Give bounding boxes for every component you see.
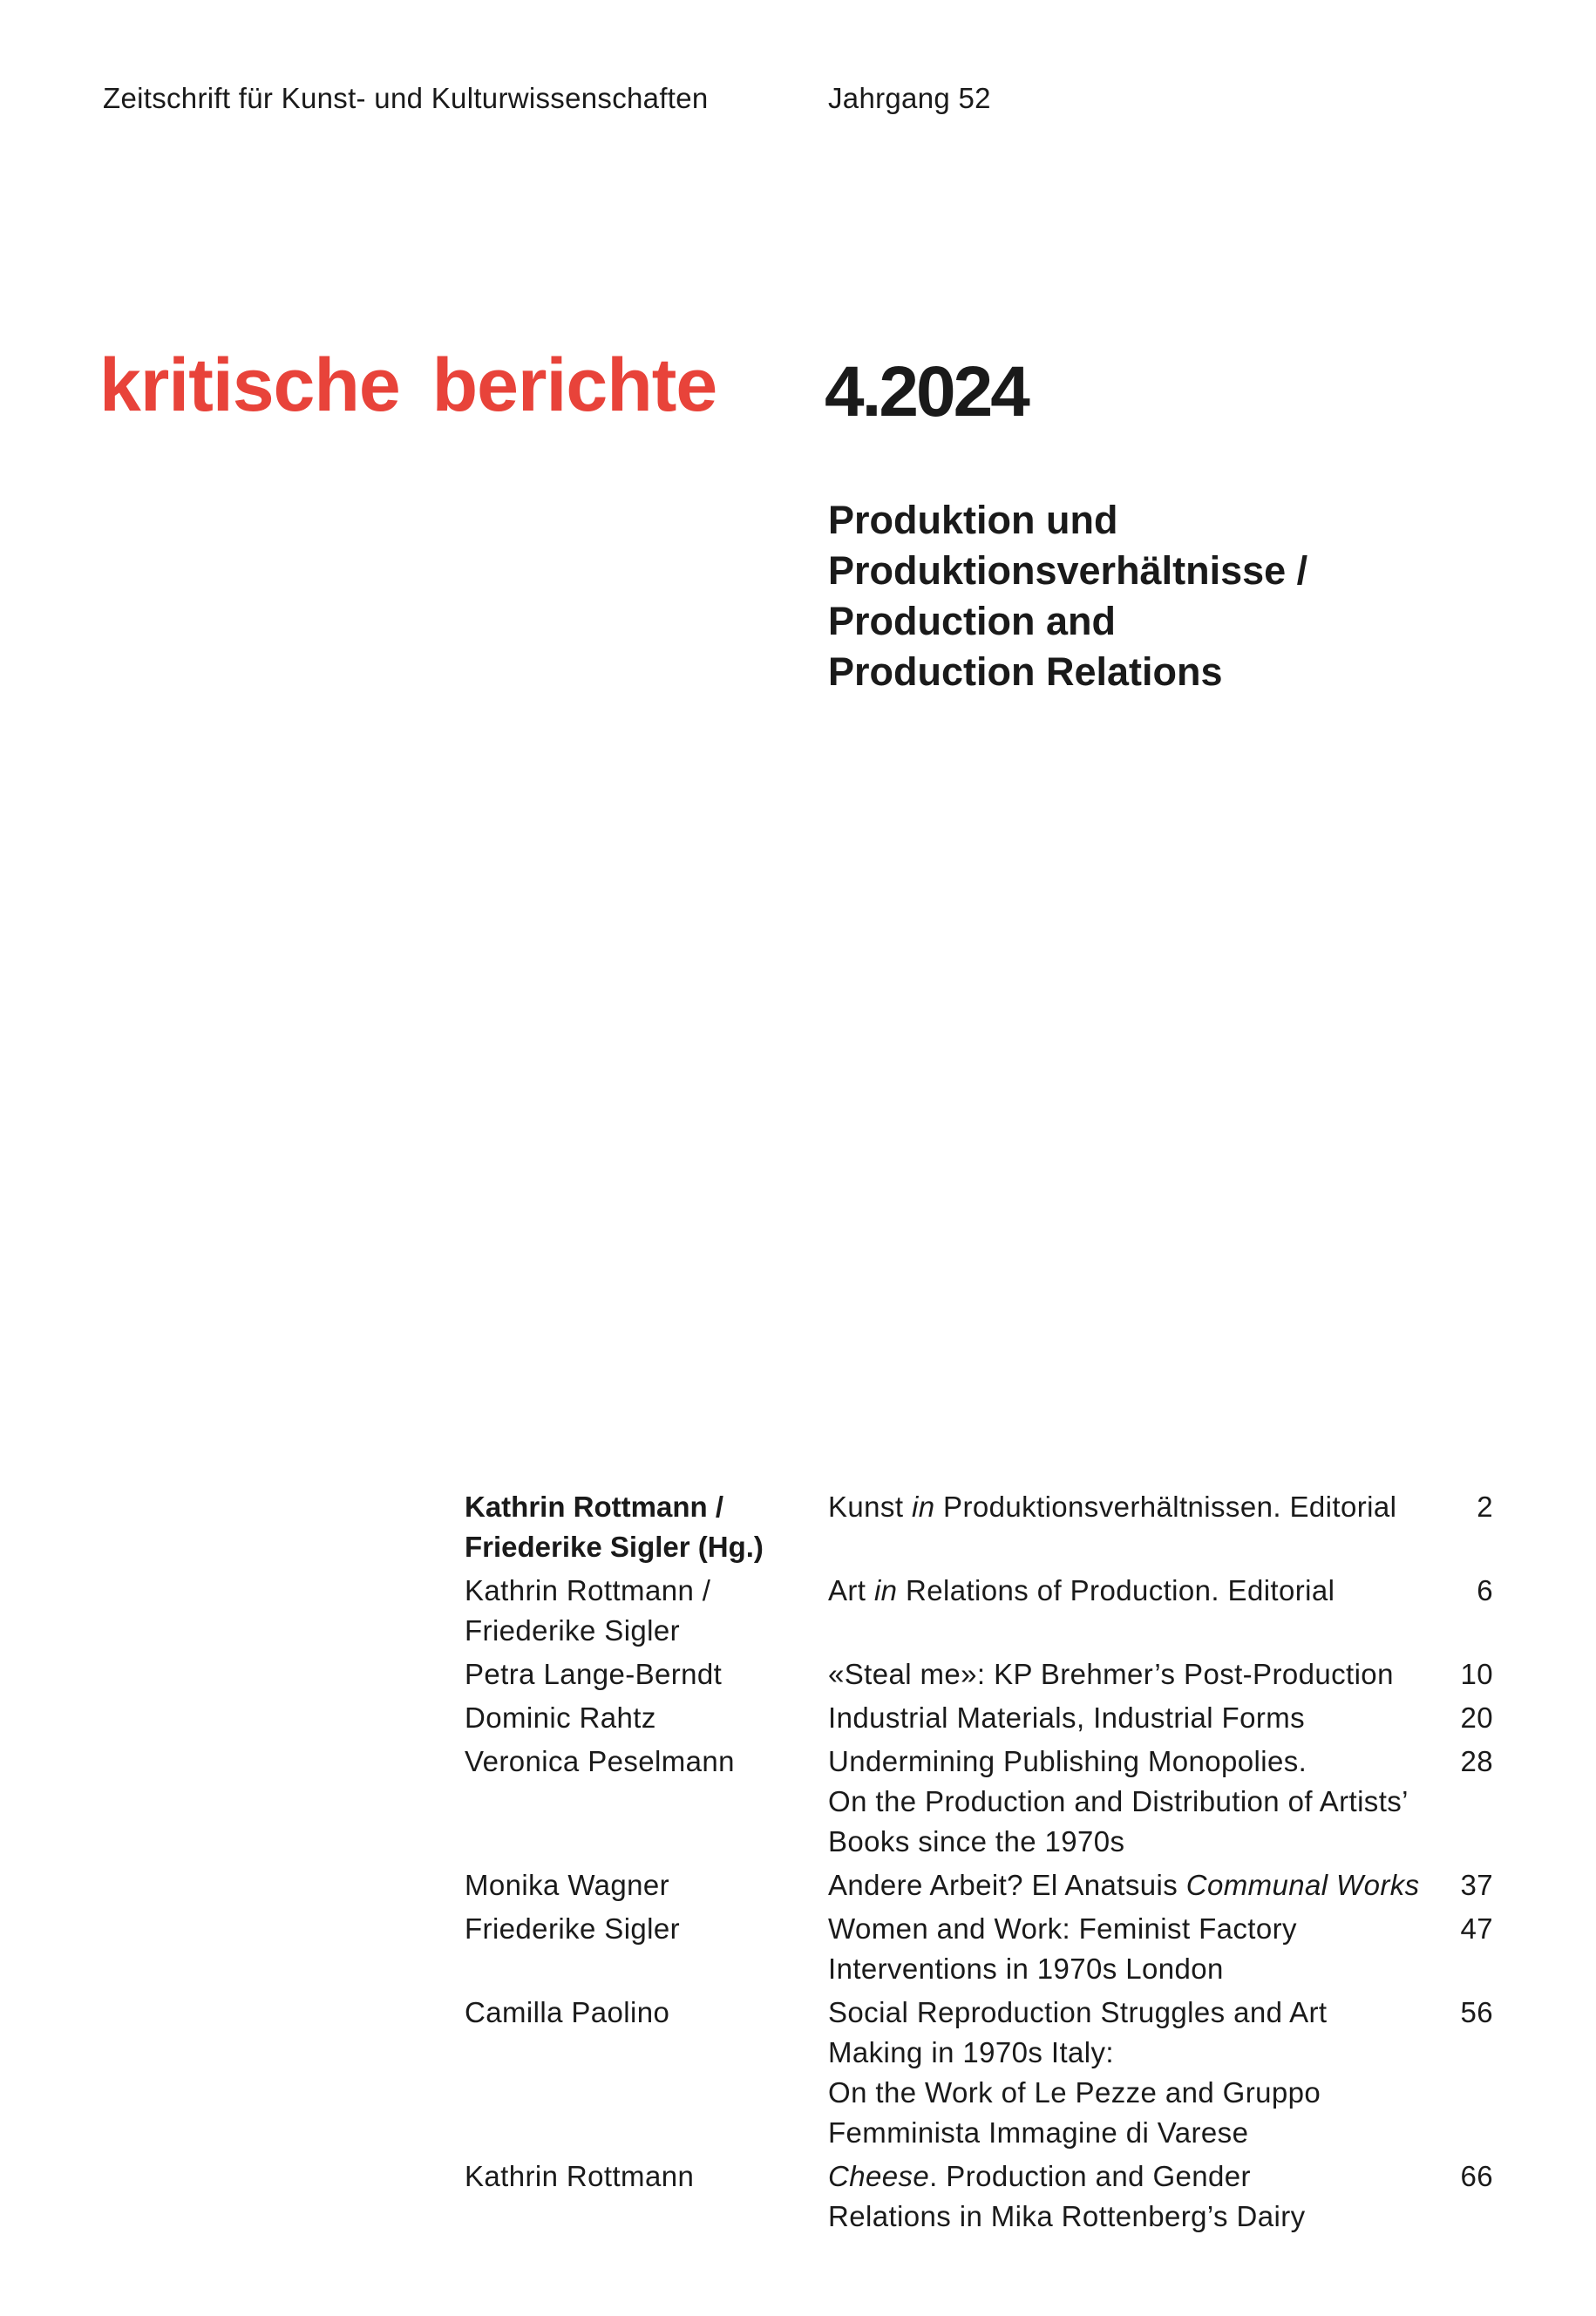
title-part: Andere Arbeit? El Anatsuis <box>828 1869 1186 1901</box>
title-line: On the Work of Le Pezze and Gruppo <box>828 2076 1321 2109</box>
toc-page-number: 56 <box>1460 1996 1493 2028</box>
title-line <box>828 2156 1432 2197</box>
toc-title: Industrial Materials, Industrial Forms <box>828 1701 1306 1734</box>
toc-author: Monika Wagner <box>465 1869 670 1901</box>
toc-title <box>828 1742 1432 1862</box>
toc-entry[interactable] <box>465 1654 1493 1695</box>
title-part-italic: Cheese <box>828 2160 930 2192</box>
title-line: Undermining Publishing Monopolies. <box>828 1745 1307 1777</box>
toc-entry[interactable] <box>465 1993 1493 2153</box>
title-line: Femminista Immagine di Varese <box>828 2116 1249 2149</box>
toc-entry[interactable] <box>465 2156 1493 2237</box>
toc-author <box>465 1571 828 1651</box>
toc-page-number: 10 <box>1460 1658 1493 1690</box>
toc-title: «Steal me»: KP Brehmer’s Post-Production <box>828 1658 1394 1690</box>
toc-author: Dominic Rahtz <box>465 1701 656 1734</box>
toc-page-number: 28 <box>1460 1745 1493 1777</box>
toc-title <box>828 1993 1432 2153</box>
toc-entry[interactable] <box>465 1487 1493 1567</box>
author-line: Friederike Sigler (Hg.) <box>465 1531 764 1563</box>
title-part-italic: Communal Works <box>1185 1869 1420 1901</box>
toc-author: Camilla Paolino <box>465 1996 670 2028</box>
toc-author: Veronica Peselmann <box>465 1745 735 1777</box>
title-part: Produktionsverhältnissen. Editorial <box>934 1491 1397 1523</box>
title-line: Social Reproduction Struggles and Art <box>828 1996 1328 2028</box>
title-part: . Production and Gender <box>929 2160 1251 2192</box>
toc-author: Kathrin Rottmann <box>465 2160 695 2192</box>
issue-theme <box>828 495 1307 697</box>
title-line: Relations in Mika Rottenberg’s Dairy <box>828 2200 1306 2232</box>
toc-page-number: 2 <box>1477 1491 1493 1523</box>
toc-title <box>828 1909 1432 1989</box>
toc-title <box>828 1571 1432 1651</box>
toc-title <box>828 1487 1432 1567</box>
journal-title: kritische berichte <box>99 343 717 427</box>
toc-entry[interactable] <box>465 1742 1493 1862</box>
toc-entry[interactable] <box>465 1909 1493 1989</box>
author-line: Kathrin Rottmann / <box>465 1574 711 1606</box>
title-line: Interventions in 1970s London <box>828 1953 1224 1985</box>
toc-title <box>828 1865 1432 1905</box>
toc-page-number: 6 <box>1477 1574 1493 1606</box>
toc-page-number: 47 <box>1460 1912 1493 1945</box>
toc-author: Friederike Sigler <box>465 1912 681 1945</box>
toc-page-number: 66 <box>1460 2160 1493 2192</box>
title-line: Women and Work: Feminist Factory <box>828 1912 1297 1945</box>
toc-entry[interactable] <box>465 1698 1493 1738</box>
title-line: On the Production and Distribution of Artists’ <box>828 1785 1409 1817</box>
volume-label: Jahrgang 52 <box>828 82 991 114</box>
toc-page-number: 37 <box>1460 1869 1493 1901</box>
toc-title <box>828 2156 1432 2237</box>
title-part-italic: in <box>911 1491 935 1523</box>
table-of-contents <box>465 1487 1493 2240</box>
author-line: Kathrin Rottmann / <box>465 1491 723 1523</box>
title-part: Art <box>828 1574 874 1606</box>
issue-theme-line: Produktionsverhältnisse / <box>828 548 1308 593</box>
toc-author <box>465 1487 828 1567</box>
title-part-italic: in <box>873 1574 898 1606</box>
author-line: Friederike Sigler <box>465 1614 681 1647</box>
toc-author: Petra Lange-Berndt <box>465 1658 723 1690</box>
toc-entry[interactable] <box>465 1865 1493 1905</box>
title-part: Relations of Production. Editorial <box>897 1574 1335 1606</box>
title-line: Books since the 1970s <box>828 1825 1125 1858</box>
toc-page-number: 20 <box>1460 1701 1493 1734</box>
issue-theme-line: Production and <box>828 599 1116 643</box>
journal-subtitle: Zeitschrift für Kunst- und Kulturwissenschaften <box>103 82 709 114</box>
title-part: Kunst <box>828 1491 912 1523</box>
toc-entry[interactable] <box>465 1571 1493 1651</box>
issue-theme-line: Production Relations <box>828 649 1223 694</box>
issue-number: 4.2024 <box>825 352 1028 431</box>
title-line: Making in 1970s Italy: <box>828 2036 1114 2068</box>
issue-theme-line: Produktion und <box>828 498 1118 542</box>
